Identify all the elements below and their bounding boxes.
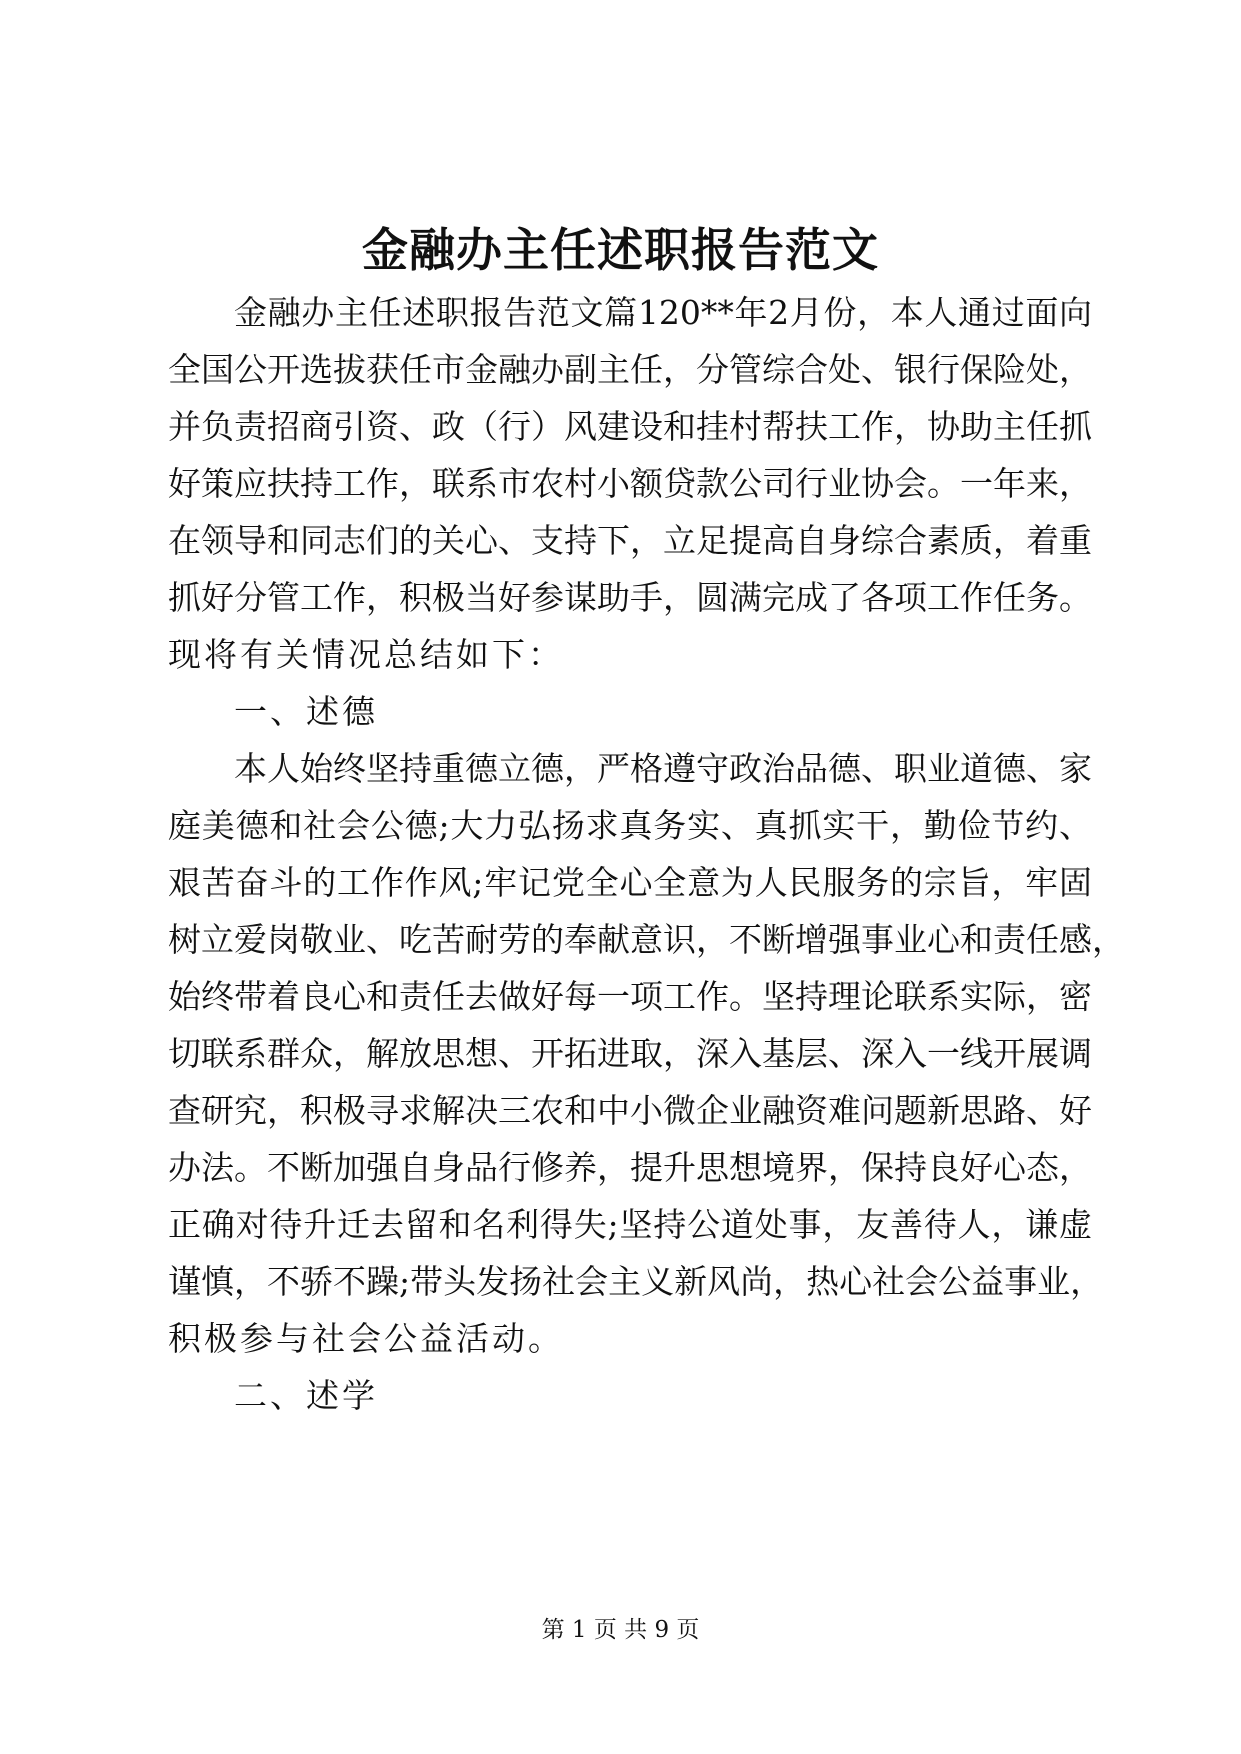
- paragraph-line: 查研究，积极寻求解决三农和中小微企业融资难问题新思路、好: [168, 1091, 1092, 1130]
- paragraph-line: 艰苦奋斗的工作作风;牢记党全心全意为人民服务的宗旨，牢固: [168, 863, 1092, 902]
- paragraph-line: 谨慎，不骄不躁;带头发扬社会主义新风尚，热心社会公益事业，: [168, 1262, 1104, 1301]
- document-title: 金融办主任述职报告范文: [362, 223, 879, 277]
- paragraph-line: 庭美德和社会公德;大力弘扬求真务实、真抓实干，勤俭节约、: [168, 806, 1092, 845]
- page-number-footer: 第 1 页 共 9 页: [541, 1617, 700, 1643]
- paragraph-line: 切联系群众，解放思想、开拓进取，深入基层、深入一线开展调: [168, 1034, 1092, 1073]
- paragraph-line: 并负责招商引资、政（行）风建设和挂村帮扶工作，协助主任抓: [168, 407, 1092, 446]
- paragraph-line: 抓好分管工作，积极当好参谋助手，圆满完成了各项工作任务。: [168, 578, 1092, 617]
- paragraph-line: 始终带着良心和责任去做好每一项工作。坚持理论联系实际，密: [168, 977, 1092, 1016]
- paragraph-line: 办法。不断加强自身品行修养，提升思想境界，保持良好心态，: [168, 1148, 1092, 1187]
- paragraph-line: 本人始终坚持重德立德，严格遵守政治品德、职业道德、家: [234, 749, 1092, 788]
- paragraph-line: 金融办主任述职报告范文篇120**年2月份，本人通过面向: [234, 293, 1092, 332]
- section-heading: 一、述德: [234, 692, 378, 731]
- paragraph-line: 好策应扶持工作，联系市农村小额贷款公司行业协会。一年来，: [168, 464, 1092, 503]
- paragraph-line: 全国公开选拔获任市金融办副主任，分管综合处、银行保险处，: [168, 350, 1092, 389]
- section-heading: 二、述学: [234, 1376, 378, 1415]
- paragraph-line: 树立爱岗敬业、吃苦耐劳的奉献意识，不断增强事业心和责任感，: [168, 920, 1125, 959]
- paragraph-line: 现将有关情况总结如下：: [168, 635, 564, 674]
- paragraph-line: 积极参与社会公益活动。: [168, 1319, 564, 1358]
- paragraph-line: 在领导和同志们的关心、支持下，立足提高自身综合素质，着重: [168, 521, 1092, 560]
- paragraph-line: 正确对待升迁去留和名利得失;坚持公道处事，友善待人，谦虚: [168, 1205, 1092, 1244]
